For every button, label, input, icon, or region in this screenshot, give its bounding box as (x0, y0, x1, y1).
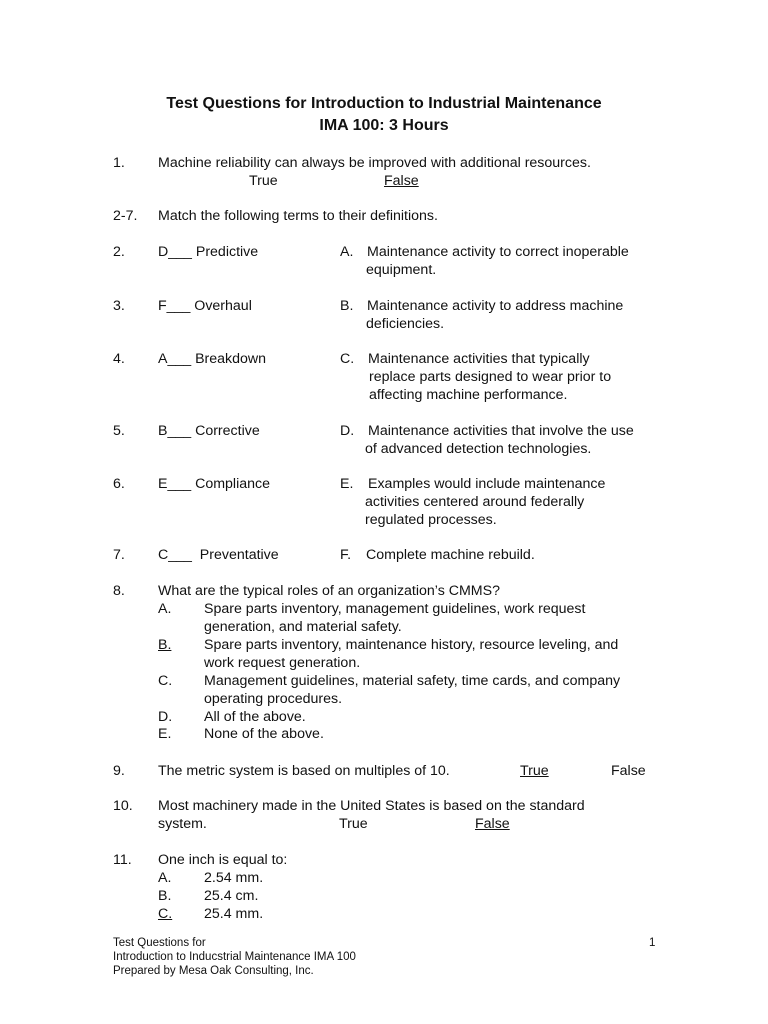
definition-line: Complete machine rebuild. (366, 547, 535, 563)
definition-line: Maintenance activity to address machine (367, 298, 624, 314)
definition-line: Maintenance activities that typically (368, 351, 590, 367)
q9-option-true: True (520, 763, 549, 779)
footer-line: Prepared by Mesa Oak Consulting, Inc. (113, 965, 314, 977)
q10-option-false: False (475, 816, 510, 832)
q9-text: The metric system is based on multiples of 10. (158, 763, 450, 779)
q1-number: 1. (113, 155, 125, 171)
definition-letter: E. (340, 476, 354, 492)
q11-text: One inch is equal to: (158, 852, 288, 868)
definition-letter: D. (340, 423, 355, 439)
q8-text: What are the typical roles of an organization’s CMMS? (158, 583, 500, 599)
definition-line: affecting machine performance. (369, 387, 568, 403)
definition-line: equipment. (366, 262, 437, 278)
definition-line: replace parts designed to wear prior to (369, 369, 612, 385)
match-item-number: 6. (113, 476, 125, 492)
q8-number: 8. (113, 583, 125, 599)
q11-option-text: 25.4 mm. (204, 906, 264, 922)
q10-text-continued: system. (158, 816, 207, 832)
q8-option-line: All of the above. (204, 709, 306, 725)
definition-line: of advanced detection technologies. (365, 441, 592, 457)
q8-option-line: None of the above. (204, 726, 324, 742)
q11-number: 11. (113, 852, 132, 868)
q8-option-line: generation, and material safety. (204, 619, 402, 635)
q8-option-letter: C. (158, 673, 173, 689)
q8-option-letter: A. (158, 601, 172, 617)
definition-line: Maintenance activity to correct inoperable (367, 244, 629, 260)
q8-option-line: Management guidelines, material safety, time cards, and company (204, 673, 621, 689)
q8-option-line: Spare parts inventory, management guidelines, work request (204, 601, 586, 617)
q1-text: Machine reliability can always be improved with additional resources. (158, 155, 591, 171)
q9-number: 9. (113, 763, 125, 779)
q8-option-letter: E. (158, 726, 172, 742)
definition-line: Examples would include maintenance (368, 476, 606, 492)
q10-number: 10. (113, 798, 133, 814)
definition-letter: F. (340, 547, 352, 563)
definition-line: regulated processes. (365, 512, 497, 528)
footer-line: Introduction to Inducstrial Maintenance IMA 100 (113, 951, 356, 963)
q10-text: Most machinery made in the United States is based on the standard (158, 798, 585, 814)
match-item-number: 5. (113, 423, 125, 439)
match-item-number: 7. (113, 547, 125, 563)
match-item-term: D___ Predictive (158, 244, 259, 260)
match-item-number: 2. (113, 244, 125, 260)
q8-option-line: Spare parts inventory, maintenance history, resource leveling, and (204, 637, 619, 653)
q9-option-false: False (611, 763, 646, 779)
footer-line: Test Questions for (113, 937, 206, 949)
q8-option-line: operating procedures. (204, 691, 343, 707)
q1-option-false: False (384, 173, 419, 189)
q11-option-text: 2.54 mm. (204, 870, 264, 886)
definition-letter: A. (340, 244, 354, 260)
match-number: 2-7. (113, 208, 138, 224)
q11-option-letter: A. (158, 870, 172, 886)
page-number: 1 (649, 937, 656, 949)
definition-letter: B. (340, 298, 354, 314)
definition-line: activities centered around federally (365, 494, 585, 510)
page-title: Test Questions for Introduction to Industrial Maintenance (166, 95, 602, 112)
q11-option-text: 25.4 cm. (204, 888, 259, 904)
q1-option-true: True (249, 173, 278, 189)
match-item-term: C___ Preventative (158, 547, 279, 563)
match-item-number: 3. (113, 298, 125, 314)
match-item-term: F___ Overhaul (158, 298, 252, 314)
definition-line: deficiencies. (366, 316, 445, 332)
match-item-term: E___ Compliance (158, 476, 270, 492)
page-subtitle: IMA 100: 3 Hours (319, 117, 449, 134)
q11-option-letter-answer: C. (158, 906, 173, 922)
q8-option-letter: D. (158, 709, 173, 725)
match-item-term: A___ Breakdown (158, 351, 267, 367)
match-item-term: B___ Corrective (158, 423, 260, 439)
match-item-number: 4. (113, 351, 125, 367)
q11-option-letter: B. (158, 888, 172, 904)
match-intro-text: Match the following terms to their definitions. (158, 208, 438, 224)
definition-letter: C. (340, 351, 355, 367)
q8-option-letter-answer: B. (158, 637, 172, 653)
definition-line: Maintenance activities that involve the use (368, 423, 634, 439)
q8-option-line: work request generation. (204, 655, 361, 671)
q10-option-true: True (339, 816, 368, 832)
